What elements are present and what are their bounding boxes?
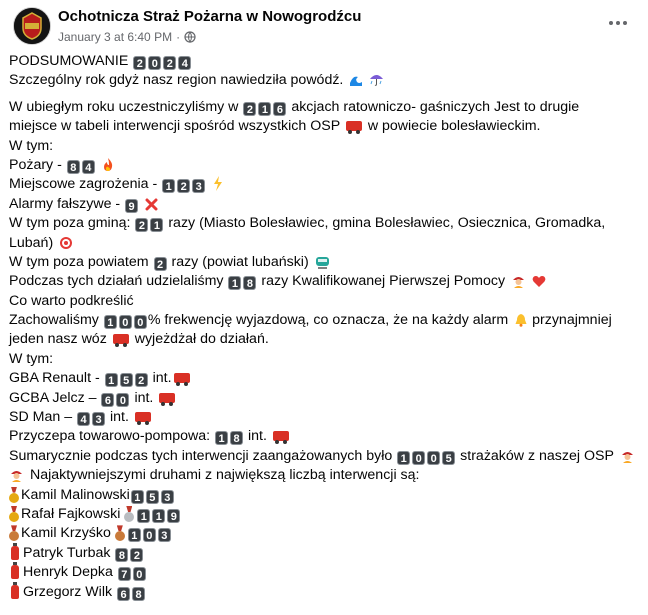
train-icon: [315, 255, 330, 269]
target-icon: [59, 236, 73, 250]
post-meta: [58, 30, 196, 44]
keycap-digit: 3: [192, 179, 205, 193]
bronze-medal-icon: [115, 525, 125, 540]
keycap-digit: 1: [228, 276, 241, 290]
fire-engine-icon: [113, 334, 129, 344]
vehicle-item: Przyczepa towarowo-pompowa: 1 8 int.: [9, 427, 641, 446]
keycap-digit: 5: [120, 373, 133, 387]
vehicle-item: GBA Renault - 1 5 2 int.: [9, 369, 641, 388]
keycap-digit: 1: [105, 373, 118, 387]
keycap-digit: 0: [116, 393, 129, 407]
bell-icon: [514, 313, 528, 327]
page-name-link[interactable]: Ochotnicza Straż Pożarna w Nowogrodźcu: [58, 8, 362, 25]
keycap-digit: 0: [143, 528, 156, 542]
keycap-digit: 8: [115, 548, 128, 562]
keycap-digit: 0: [427, 451, 440, 465]
stat-line: Sumarycznie podczas tych interwencji zaangażowanych było 1 0 0 5 strażaków z naszej OSP: [9, 447, 641, 466]
member-item: Rafał Fajkowski 1 1 9: [9, 505, 641, 524]
stat-line: W tym poza gminą: 2 1 razy (Miasto Bolesławiec, gmina Bolesławiec, Osiecznica, Gromadka,: [9, 215, 606, 233]
keycap-digit: 2: [135, 218, 148, 232]
fire-engine-icon: [273, 431, 289, 441]
stat-line: Lubań): [9, 234, 641, 253]
keycap-number: [124, 195, 139, 214]
keycap-number: [117, 563, 147, 582]
keycap-number: [114, 544, 144, 563]
keycap-digit: 0: [133, 567, 146, 581]
fire-engine-icon: [174, 373, 190, 383]
keycap-number: [396, 447, 456, 466]
keycap-digit: 2: [135, 373, 148, 387]
text-line: Co warto podkreślić: [9, 292, 134, 309]
keycap-digit: 1: [150, 218, 163, 232]
keycap-digit: 1: [104, 315, 117, 329]
text-line: W tym:: [9, 350, 54, 367]
keycap-digit: 0: [119, 315, 132, 329]
keycap-number: [136, 505, 181, 524]
keycap-digit: 9: [167, 509, 180, 523]
keycap-number: [66, 156, 96, 175]
vehicle-list: [9, 369, 641, 447]
member-item: Kamil Malinowski 1 5 3: [9, 486, 641, 505]
keycap-number: [214, 427, 244, 446]
keycap-digit: 1: [128, 528, 141, 542]
firefighter-icon: [9, 467, 24, 482]
paragraph-line: W ubiegłym roku uczestniczyliśmy w 2 1 6 akcjach ratowniczo- gaśniczych Jest to drugie: [9, 98, 580, 116]
fire-extinguisher-icon: [11, 565, 19, 579]
dot-icon: [609, 21, 613, 25]
subtitle-line: Szczególny rok gdyż nasz region nawiedziła powódź.: [9, 71, 641, 90]
keycap-number: [242, 98, 287, 117]
keycap-digit: 1: [152, 509, 165, 523]
fire-icon: [102, 157, 114, 172]
keycap-digit: 1: [397, 451, 410, 465]
stat-line: Alarmy fałszywe - 9: [9, 195, 641, 214]
page-avatar[interactable]: [13, 7, 51, 45]
top-members-list: [9, 486, 641, 602]
keycap-digit: 2: [243, 102, 256, 116]
keycap-digit: 3: [161, 490, 174, 504]
keycap-digit: 2: [163, 56, 176, 70]
umbrella-rain-icon: [369, 72, 384, 87]
gold-medal-icon: [9, 506, 19, 521]
firefighter-icon: [511, 273, 526, 288]
stat-line: jeden nasz wóz wyjeżdżał do działań.: [9, 331, 269, 348]
stat-line: Zachowaliśmy 1 0 0 % frekwencję wyjazdową, co oznacza, że na każdy alarm przynajmniej: [9, 312, 612, 330]
bronze-medal-icon: [9, 525, 19, 540]
keycap-number: [161, 175, 206, 194]
fire-engine-icon: [346, 121, 362, 131]
silver-medal-icon: [124, 506, 134, 521]
fire-extinguisher-icon: [11, 546, 19, 560]
keycap-digit: 1: [215, 431, 228, 445]
stat-line: W tym poza powiatem 2 razy (powiat lubański): [9, 253, 641, 272]
keycap-digit: 2: [133, 56, 146, 70]
stat-line: Miejscowe zagrożenia - 1 2 3: [9, 175, 641, 194]
stat-line: Najaktywniejszymi druhami z największą liczbą interwencji są:: [9, 466, 641, 485]
keycap-digit: 8: [243, 276, 256, 290]
keycap-number: [153, 253, 168, 272]
member-item: Patryk Turbak 8 2: [9, 544, 641, 563]
dot-icon: [616, 21, 620, 25]
keycap-digit: 1: [162, 179, 175, 193]
keycap-number: [134, 214, 164, 233]
keycap-number: [132, 52, 192, 71]
post-timestamp[interactable]: January 3 at 6:40 PM: [58, 30, 173, 44]
keycap-digit: 5: [146, 490, 159, 504]
post-header: [13, 7, 635, 47]
stat-line: Pożary - 8 4: [9, 156, 641, 175]
member-item: Henryk Depka 7 0: [9, 563, 641, 582]
keycap-number: [116, 583, 146, 602]
firefighter-icon: [620, 448, 635, 463]
heart-icon: [532, 275, 546, 288]
fire-extinguisher-icon: [11, 585, 19, 599]
keycap-digit: 5: [442, 451, 455, 465]
gold-medal-icon: [9, 487, 19, 502]
globe-icon: [184, 31, 196, 43]
keycap-digit: 4: [178, 56, 191, 70]
keycap-digit: 3: [92, 412, 105, 426]
stat-line: Podczas tych działań udzielaliśmy 1 8 razy Kwalifikowanej Pierwszej Pomocy: [9, 272, 641, 291]
text-line: W tym:: [9, 137, 54, 154]
meta-separator: ·: [176, 30, 181, 44]
more-options-button[interactable]: [605, 13, 631, 33]
keycap-number: [227, 272, 257, 291]
member-item: Grzegorz Wilk 6 8: [9, 583, 641, 602]
member-item: Kamil Krzyśko 1 0 3: [9, 524, 641, 543]
keycap-digit: 6: [101, 393, 114, 407]
keycap-digit: 0: [412, 451, 425, 465]
fire-engine-icon: [135, 412, 151, 422]
keycap-number: [130, 486, 175, 505]
keycap-digit: 9: [125, 199, 138, 213]
keycap-number: [127, 524, 172, 543]
keycap-digit: 0: [148, 56, 161, 70]
cross-mark-icon: [145, 198, 158, 211]
keycap-digit: 6: [117, 587, 130, 601]
post-text: [9, 52, 641, 602]
keycap-digit: 8: [230, 431, 243, 445]
keycap-number: [104, 369, 149, 388]
wave-icon: [349, 73, 363, 87]
title-line: PODSUMOWANIE 2 0 2 4: [9, 52, 641, 71]
keycap-digit: 2: [130, 548, 143, 562]
paragraph-line: miejsce w tabeli interwencji spośród wszystkich OSP w powiecie bolesławieckim.: [9, 118, 541, 135]
keycap-digit: 0: [134, 315, 147, 329]
keycap-digit: 1: [258, 102, 271, 116]
keycap-digit: 4: [77, 412, 90, 426]
keycap-digit: 2: [154, 257, 167, 271]
keycap-digit: 3: [158, 528, 171, 542]
vehicle-item: GCBA Jelcz – 6 0 int.: [9, 389, 641, 408]
vehicle-item: SD Man – 4 3 int.: [9, 408, 641, 427]
keycap-digit: 4: [82, 160, 95, 174]
keycap-digit: 2: [177, 179, 190, 193]
keycap-number: [76, 408, 106, 427]
keycap-digit: 1: [131, 490, 144, 504]
lightning-icon: [212, 176, 224, 191]
keycap-number: [100, 389, 130, 408]
keycap-number: [103, 311, 148, 330]
keycap-digit: 6: [273, 102, 286, 116]
keycap-digit: 8: [67, 160, 80, 174]
dot-icon: [623, 21, 627, 25]
fire-engine-icon: [159, 393, 175, 403]
keycap-digit: 7: [118, 567, 131, 581]
keycap-digit: 8: [132, 587, 145, 601]
keycap-digit: 1: [137, 509, 150, 523]
